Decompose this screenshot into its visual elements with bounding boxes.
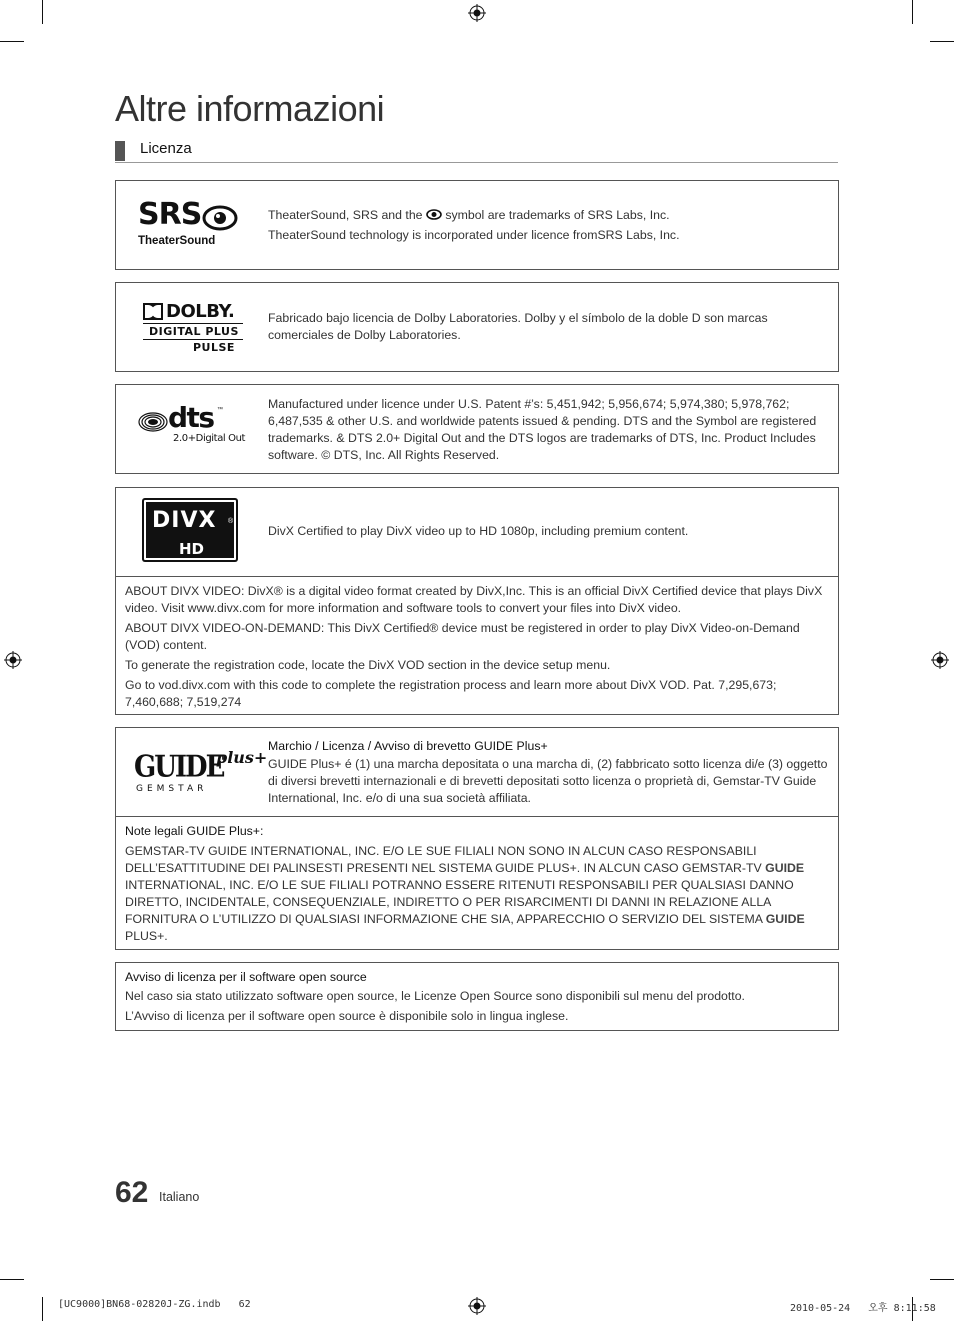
divx-detail-2: ABOUT DIVX VIDEO-ON-DEMAND: This DivX Certified® device must be registered in order to play DivX Video-on-Demand (VOD) content. — [125, 621, 800, 652]
section-title: Licenza — [140, 140, 192, 157]
guide-plus-heading: Marchio / Licenza / Avviso di brevetto GUIDE Plus+ — [268, 739, 548, 753]
divx-logo-text: DIVX — [152, 508, 217, 533]
guide-plus-legal-part1: GEMSTAR-TV GUIDE INTERNATIONAL, INC. E/O LE SUE FILIALI NON SONO IN ALCUN CASO RESPONSABILI DELL’ESATTITUDINE DEI PALINSESTI PRESENTI NEL SISTEMA GUIDE PLUS+. IN ALCUN CASO GEMSTAR-TV — [125, 844, 762, 875]
guide-plus-text: GUIDE Plus+ é (1) una marcha depositata o una marcha di, (2) fabbricato sotto licenza di/e (3) oggetto di diversi brevetti internazionali e di brevetti depositati sotto licenza o proprietà di, Gemstar-TV Guide International, Inc. e/o di una sua società affiliata. — [268, 757, 828, 805]
section-marker — [115, 141, 125, 161]
section-header — [115, 140, 838, 163]
dts-logo-subtext: 2.0+Digital Out — [173, 433, 246, 444]
divx-detail-1: ABOUT DIVX VIDEO: DivX® is a digital video format created by DivX,Inc. This is an official DivX Certified device that plays DivX video. Visit www.divx.com for more information and software tools to convert your files into DivX video. — [125, 584, 823, 615]
page-title: Altre informazioni — [115, 88, 385, 129]
guide-plus-legal-text — [125, 843, 828, 945]
divx-detail-3: To generate the registration code, locate the DivX VOD section in the device setup menu. — [125, 658, 611, 672]
footer-file-info: [UC9000]BN68-02820J-ZG.indb 62 — [58, 1299, 251, 1310]
srs-logo-text: SRS — [138, 197, 202, 232]
page-language: Italiano — [159, 1190, 200, 1204]
divx-text: DivX Certified to play DivX video up to HD 1080p, including premium content. — [268, 524, 689, 538]
guide-plus-logo-subtext: GEMSTAR — [136, 784, 208, 794]
srs-logo — [116, 181, 256, 269]
srs-license-box — [115, 180, 839, 270]
srs-text-line2: TheaterSound technology is incorporated under licence fromSRS Labs, Inc. — [268, 228, 680, 242]
guide-plus-legal-part3: PLUS+. — [125, 929, 168, 943]
dolby-logo-subtext1: DIGITAL PLUS — [149, 325, 239, 338]
divx-detail-4: Go to vod.divx.com with this code to complete the registration process and learn more about DivX VOD. Pat. 7,295,673; 7,460,688; 7,519,274 — [125, 678, 777, 709]
registration-mark-icon — [931, 651, 949, 669]
guide-plus-logo-plus: plus+ — [216, 748, 268, 767]
srs-eye-icon — [202, 204, 238, 232]
guide-plus-logo-text: GUIDE — [134, 750, 224, 785]
divx-license-box — [115, 487, 839, 715]
dts-license-box — [115, 384, 839, 474]
guide-plus-license-box — [115, 727, 839, 950]
dts-disc-icon — [138, 411, 168, 433]
registration-mark-icon — [468, 1297, 486, 1315]
dts-logo-tm: ™ — [217, 407, 223, 413]
divx-logo — [116, 488, 256, 576]
dolby-logo — [116, 283, 256, 371]
srs-text-line1-start: TheaterSound, SRS and the — [268, 208, 423, 222]
srs-logo-subtext: TheaterSound — [138, 235, 216, 247]
dts-logo — [116, 385, 256, 473]
open-source-license-box — [115, 962, 839, 1031]
guide-plus-logo — [116, 728, 268, 816]
srs-eye-icon — [426, 209, 442, 220]
crop-mark — [0, 41, 24, 42]
guide-plus-legal-bold1: GUIDE — [765, 861, 805, 875]
crop-mark — [42, 1297, 43, 1321]
dts-logo-text: dts — [168, 401, 214, 434]
divx-logo-hd: HD — [179, 540, 205, 558]
registration-mark-icon — [468, 4, 486, 22]
guide-plus-legal-heading: Note legali GUIDE Plus+: — [125, 824, 264, 838]
crop-mark — [42, 0, 43, 24]
crop-mark — [930, 41, 954, 42]
crop-mark — [0, 1279, 24, 1280]
crop-mark — [930, 1279, 954, 1280]
guide-plus-legal-part2: INTERNATIONAL, INC. E/O LE SUE FILIALI POTRANNO ESSERE RITENUTI RESPONSABILI PER QUALSIASI DANNO DIRETTO, INCIDENTALE, CONSEQUENZIALE, INDIRETTO O PER RISARCIMENTI DI DANNI IN RELAZIONE ALLA FORNITURA O L’UTILIZZO DI QUALSIASI INFORMAZIONE CHE SIA, APPARECCHIO O SERVIZIO DEL SISTEMA — [125, 878, 794, 926]
registration-mark-icon — [4, 651, 22, 669]
dolby-license-box — [115, 282, 839, 372]
crop-mark — [912, 0, 913, 24]
open-source-line1: Nel caso sia stato utilizzato software open source, le Licenze Open Source sono disponibili sul menu del prodotto. — [125, 989, 745, 1003]
dolby-logo-subtext2: PULSE — [193, 341, 235, 354]
dolby-double-d-icon — [143, 303, 163, 320]
srs-text-line1-end: symbol are trademarks of SRS Labs, Inc. — [445, 208, 670, 222]
dts-text: Manufactured under licence under U.S. Patent #’s: 5,451,942; 5,956,674; 5,974,380; 5,978,762; 6,487,535 & other U.S. and worldwide patents issued & pending. DTS and the Symbol are registered trademarks. & DTS 2.0+ Digital Out and the DTS logos are trademarks of DTS, Inc. Product Includes software. © DTS, Inc. All Rights Reserved. — [268, 397, 817, 462]
open-source-heading: Avviso di licenza per il software open source — [125, 970, 367, 984]
divx-logo-reg: ® — [228, 518, 234, 525]
open-source-line2: L’Avviso di licenza per il software open source è disponibile solo in lingua inglese. — [125, 1009, 569, 1023]
dolby-logo-text: DOLBY. — [166, 301, 235, 322]
dolby-text: Fabricado bajo licencia de Dolby Laboratories. Dolby y el símbolo de la doble D son marcas comerciales de Dolby Laboratories. — [268, 311, 768, 342]
footer-timestamp: 2010-05-24 오후 8:11:58 — [790, 1303, 936, 1314]
guide-plus-legal-bold2: GUIDE — [765, 912, 805, 926]
page-number: 62 — [115, 1176, 149, 1209]
